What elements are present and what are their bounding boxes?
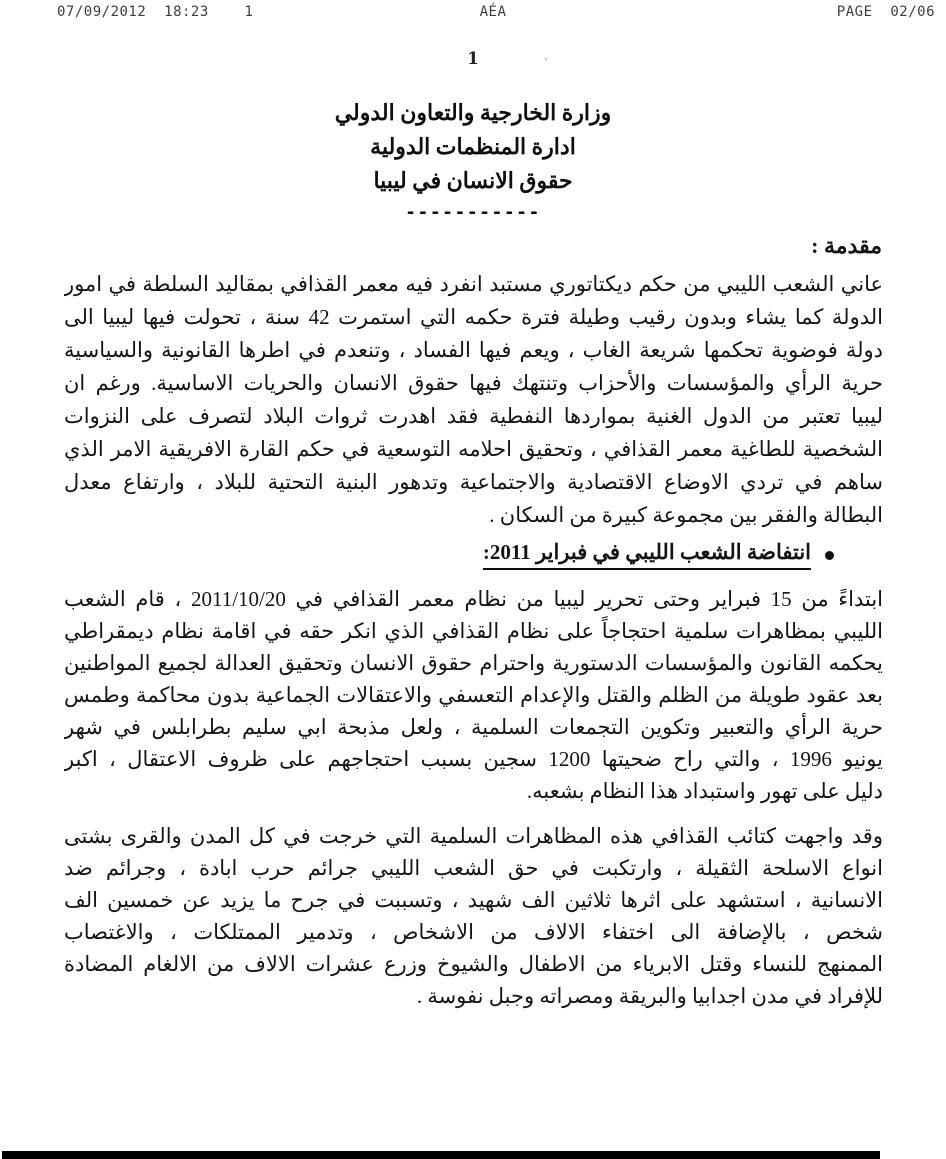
paragraph-line: حرية الرأي والتعبير وتكوين التجمعات السلمية ، ولعل مذبحة ابي سليم بطرابلس في شهر (64, 715, 883, 739)
intro-paragraph (64, 268, 883, 532)
bullet-icon (825, 551, 834, 560)
intro-section-heading: مقدمة : (811, 233, 882, 258)
paragraph-line: الشخصية للطاغية معمر القذافي ، وتحقيق احلامه التوسعية في حكم القارة الافريقية الامر الذي (64, 437, 883, 461)
paragraph-line: ساهم في تردي الاوضاع الاقتصادية والاجتماعية وتدهور البنية التحتية للبلاد ، وارتفاع معدل (64, 470, 883, 494)
title-department: ادارة المنظمات الدولية (370, 134, 576, 159)
paragraph-line: يحكمه القانون والمؤسسات الدستورية واحترام حقوق الانسان وتحقيق العدالة لجميع المواطنين (64, 651, 883, 675)
fax-page-count: PAGE 02/06 (836, 4, 935, 20)
fax-station-id: AÉA (479, 4, 507, 20)
paragraph-line: بعد عقود طويلة من الظلم والقتل والإعدام التعسفي والاعتقالات الجماعية بدون محاكمة وطمس (64, 683, 883, 707)
paragraph-line: شخص ، بالإضافة الى اختفاء الالاف من الاشخاص ، وتدمير الممتلكات ، والاغتصاب (64, 920, 883, 944)
scan-artifact-bar (2, 1151, 880, 1159)
paragraph-line: الانسانية ، استشهد على اثرها ثلاثين الف شهيد ، وتسببت في جرح ما يزيد عن خمسين الف (64, 888, 883, 912)
paragraph-line: وقد واجهت كتائب القذافي هذه المظاهرات السلمية التي خرجت في كل المدن والقرى بشتى (64, 824, 883, 848)
uprising-paragraph-1 (64, 583, 883, 807)
fax-datetime: 07/09/2012 18:23 1 (57, 4, 254, 20)
paragraph-line: عاني الشعب الليبي من حكم ديكتاتوري مستبد انفرد فيه معمر القذافي بمقاليد السلطة في امور (64, 272, 883, 296)
paragraph-line: دولة فوضوية تحكمها شريعة الغاب ، ويعم فيها الفساد ، وتنعدم في اطرها القانونية والسياسية (64, 338, 883, 362)
paragraph-line: ليبيا تعتبر من الدول الغنية بمواردها النفطية فقد اهدرت ثروات البلاد لتصرف على النزوات (64, 404, 883, 428)
uprising-paragraph-2 (64, 820, 883, 1012)
document-title-block (0, 96, 946, 228)
page-number: 1 (467, 49, 479, 69)
paragraph-line: للإفراد في مدن اجدابيا والبريقة ومصراته وجبل نفوسة . (416, 984, 883, 1008)
title-subject: حقوق الانسان في ليبيا (373, 168, 573, 193)
paragraph-line: الممنهج للنساء وقتل الابرياء من الاطفال والشيوخ وزرع عشرات الالاف من الالغام المضادة (64, 952, 883, 976)
title-ministry: وزارة الخارجية والتعاون الدولي (334, 100, 612, 125)
uprising-heading-text: انتفاضة الشعب الليبي في فبراير 2011: (483, 540, 811, 570)
paragraph-line: حرية الرأي والمؤسسات والأحزاب وتنتهك فيها حقوق الانسان والحريات الاساسية. ورغم ان (64, 371, 883, 395)
title-separator-dashes: ----------- (405, 202, 541, 223)
paragraph-line: دليل على تهور واستبداد هذا النظام بشعبه. (526, 779, 883, 803)
paragraph-line: انواع الاسلحة الثقيلة ، وارتكبت في حق الشعب الليبي جرائم حرب ابادة ، وجرائم ضد (64, 856, 883, 880)
paragraph-line: ابتداءً من 15 فبراير وحتى تحرير ليبيا من نظام معمر القذافي في 2011/10/20 ، قام الشعب (64, 587, 883, 611)
paragraph-line: البطالة والفقر بين مجموعة كبيرة من السكان . (489, 503, 883, 527)
fax-transmission-header (0, 4, 946, 24)
scan-speck: ' (545, 56, 547, 68)
paragraph-line: يونيو 1996 ، والتي راح ضحيتها 1200 سجين بسبب احتجاجهم على ظروف الاعتقال ، اكبر (64, 747, 883, 771)
paragraph-line: الدولة كما يشاء وبدون رقيب وطيلة فترة حكمه التي استمرت 42 سنة ، تحولت فيها ليبيا الى (64, 305, 883, 329)
paragraph-line: الليبي بمظاهرات سلمية احتجاجاً على نظام القذافي الذي انكر حقه في اقامة نظام ديمقراطي (64, 619, 883, 643)
uprising-section-heading (483, 540, 834, 570)
